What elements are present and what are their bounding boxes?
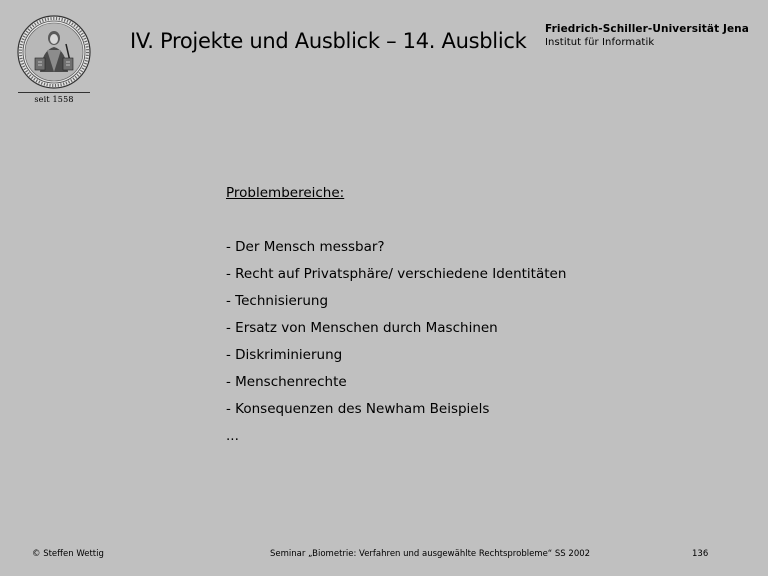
list-item: - Der Mensch messbar? xyxy=(226,239,385,255)
footer-seminar: Seminar „Biometrie: Verfahren und ausgewählte Rechtsprobleme“ SS 2002 xyxy=(270,549,591,559)
list-item: - Recht auf Privatsphäre/ verschiedene Identitäten xyxy=(226,266,567,282)
slide-content xyxy=(226,183,566,453)
seal-year: seit 1558 xyxy=(34,95,74,104)
problem-list xyxy=(226,237,566,453)
content-spacer xyxy=(226,210,566,237)
footer-author: © Steffen Wettig xyxy=(32,549,104,559)
seal-divider xyxy=(18,92,90,93)
institute-name: Institut für Informatik xyxy=(545,37,655,48)
list-item: ... xyxy=(226,428,239,444)
content-heading: Problembereiche: xyxy=(226,185,345,201)
list-item: - Konsequenzen des Newham Beispiels xyxy=(226,401,490,417)
list-item: - Ersatz von Menschen durch Maschinen xyxy=(226,320,498,336)
list-item: - Technisierung xyxy=(226,293,329,309)
slide-title: IV. Projekte und Ausblick – 14. Ausblick xyxy=(130,29,527,53)
list-item: - Diskriminierung xyxy=(226,347,343,363)
list-item: - Menschenrechte xyxy=(226,374,347,390)
university-name: Friedrich-Schiller-Universität Jena xyxy=(545,23,749,35)
page-number: 136 xyxy=(692,549,709,559)
